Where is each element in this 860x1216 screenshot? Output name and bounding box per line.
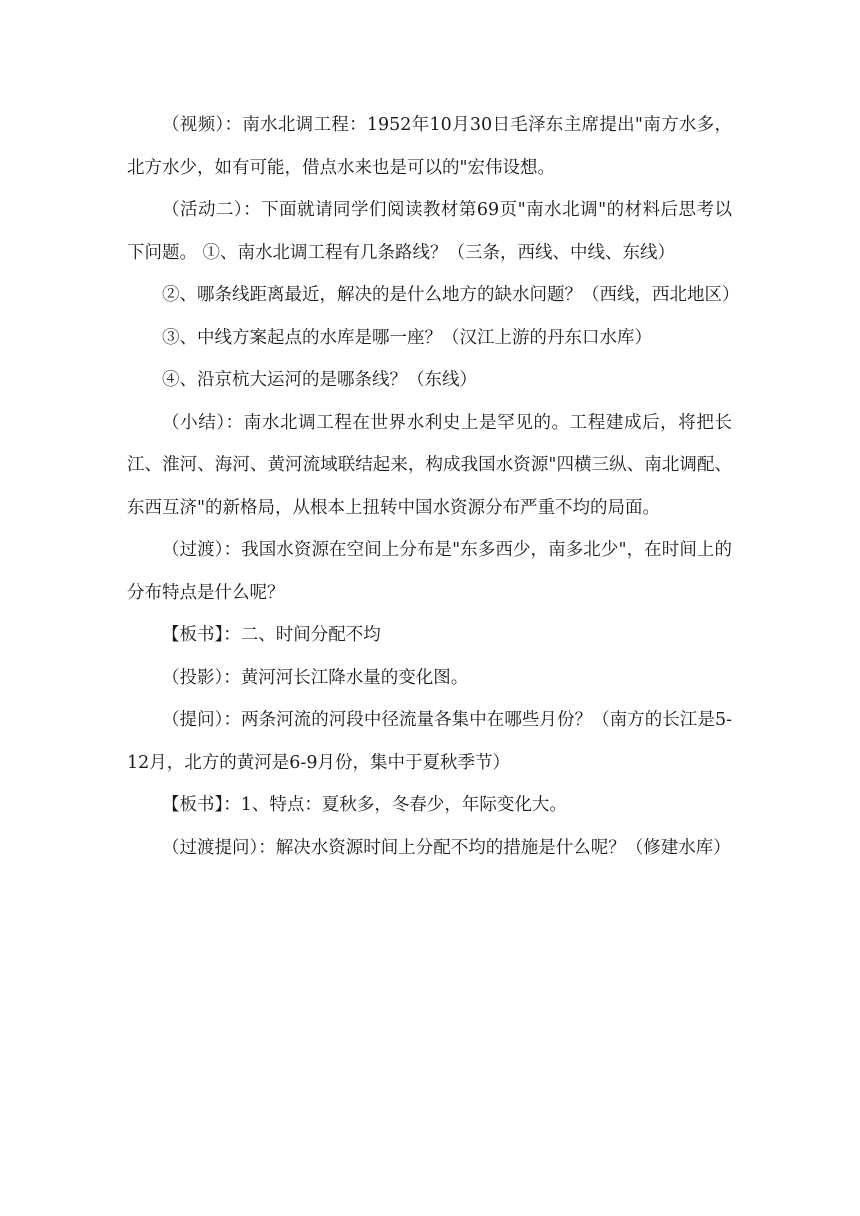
paragraph-summary: （小结）：南水北调工程在世界水利史上是罕见的。工程建成后，将把长江、淮河、海河、黄河流域联结起来，构成我国水资源"四横三纵、南北调配、东西互济"的新格局，从根本上扭转中国水资源分布严重不均的局面。	[127, 412, 732, 518]
paragraph-activity-two: （活动二）：下面就请同学们阅读教材第69页"南水北调"的材料后思考以下问题。 ①、南水北调工程有几条路线？（三条，西线、中线、东线）	[127, 200, 732, 263]
paragraph-transition: （过渡）：我国水资源在空间上分布是"东多西少，南多北少"，在时间上的分布特点是什么呢？	[127, 540, 732, 603]
paragraph-board-feature: 【板书】：1、特点：夏秋多，冬春少，年际变化大。	[162, 795, 567, 815]
paragraph-transition-question: （过渡提问）：解决水资源时间上分配不均的措施是什么呢？（修建水库）	[162, 837, 731, 858]
paragraph-video-intro: （视频）：南水北调工程：1952年10月30日毛泽东主席提出"南方水多，北方水少，如有可能，借点水来也是可以的"宏伟设想。	[127, 115, 732, 178]
paragraph-board-heading: 【板书】：二、时间分配不均	[162, 625, 381, 645]
paragraph-question-runoff: （提问）：两条河流的河段中径流量各集中在哪些月份？（南方的长江是5-12月，北方的黄河是6-9月份，集中于夏秋季节）	[127, 710, 732, 773]
paragraph-question-four: ④、沿京杭大运河的是哪条线？（东线）	[162, 370, 477, 390]
paragraph-projection: （投影）：黄河河长江降水量的变化图。	[162, 667, 469, 688]
paragraph-question-three: ③、中线方案起点的水库是哪一座？（汉江上游的丹东口水库）	[162, 327, 652, 348]
document-body	[127, 104, 740, 869]
paragraph-question-two: ②、哪条线距离最近，解决的是什么地方的缺水问题？（西线，西北地区）	[162, 285, 740, 305]
